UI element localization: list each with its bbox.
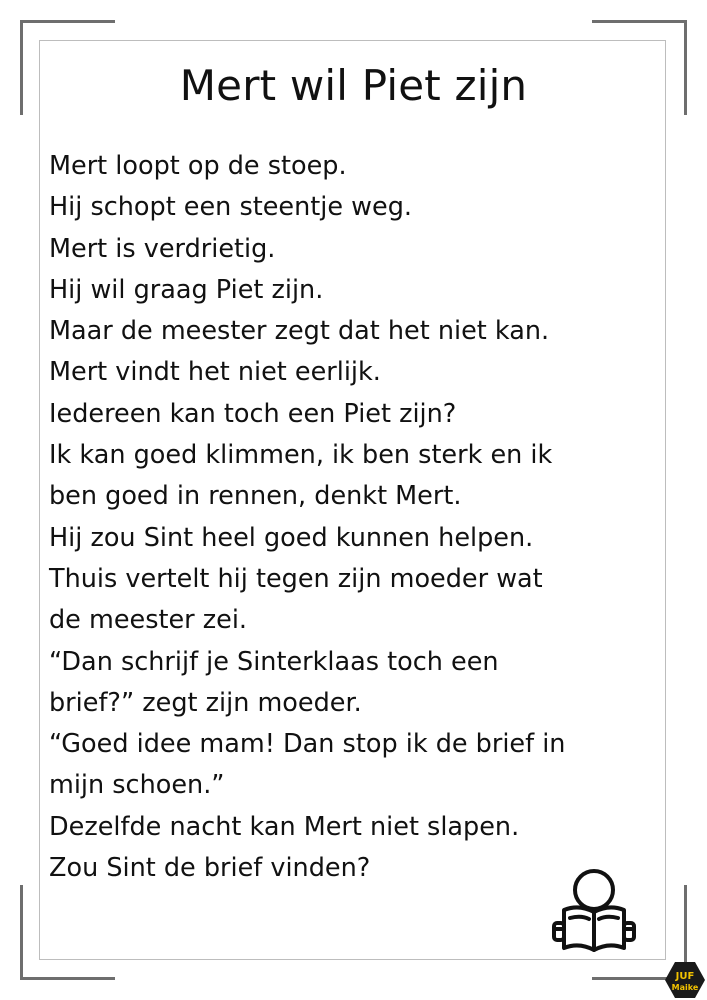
- story-line: Ik kan goed klimmen, ik ben sterk en ik: [49, 440, 553, 471]
- corner-bottom-left-h: [20, 977, 115, 980]
- page-title: Mert wil Piet zijn: [179, 61, 528, 110]
- story-line: Hij wil graag Piet zijn.: [49, 274, 324, 305]
- story-line: “Dan schrijf je Sinterklaas toch een: [49, 646, 499, 677]
- story-line: Mert loopt op de stoep.: [49, 151, 347, 181]
- story-line: Maar de meester zegt dat het niet kan.: [49, 316, 550, 347]
- story-line: Mert is verdrietig.: [49, 233, 276, 264]
- story-line: Iedereen kan toch een Piet zijn?: [49, 398, 457, 429]
- juf-maike-logo: [663, 960, 707, 1000]
- logo-text-line1: JUF: [675, 971, 695, 982]
- story-line: ben goed in rennen, denkt Mert.: [49, 481, 462, 512]
- story-line: brief?” zegt zijn moeder.: [49, 687, 362, 718]
- corner-bottom-left-v: [20, 885, 23, 980]
- story-text: [49, 146, 669, 889]
- story-line: Dezelfde nacht kan Mert niet slapen.: [49, 811, 520, 842]
- logo-text-line2: Maike: [671, 983, 699, 992]
- story-line: Mert vindt het niet eerlijk.: [49, 357, 381, 388]
- story-line: mijn schoen.”: [49, 770, 225, 801]
- story-line: de meester zei.: [49, 605, 248, 636]
- reading-child-icon: [551, 866, 637, 956]
- corner-top-right-h: [592, 20, 687, 23]
- story-line: Thuis vertelt hij tegen zijn moeder wat: [49, 563, 543, 594]
- corner-top-left-h: [20, 20, 115, 23]
- story-line: Hij schopt een steentje weg.: [49, 192, 412, 223]
- story-line: “Goed idee mam! Dan stop ik de brief in: [49, 729, 566, 760]
- story-line: Hij zou Sint heel goed kunnen helpen.: [49, 522, 534, 553]
- story-line: Zou Sint de brief vinden?: [49, 853, 371, 884]
